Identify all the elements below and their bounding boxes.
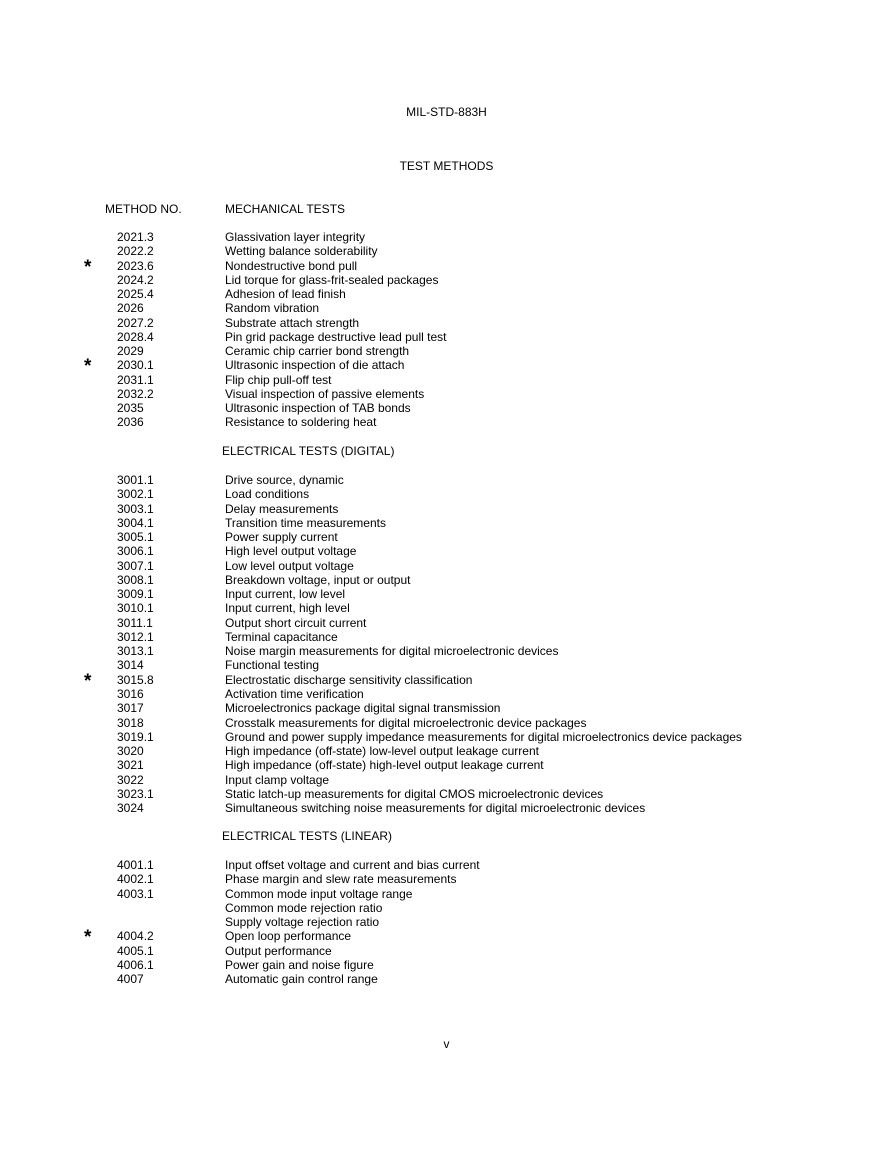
section-title-digital: ELECTRICAL TESTS (DIGITAL) (222, 444, 395, 458)
method-title: Substrate attach strength (225, 315, 360, 330)
test-method-row (0, 316, 893, 330)
method-title: Noise margin measurements for digital microelectronic devices (225, 644, 559, 659)
method-title: Glassivation layer integrity (225, 230, 366, 244)
method-number: 2021.3 (117, 230, 154, 244)
method-number: 4005.1 (117, 943, 154, 958)
method-title: Ground and power supply impedance measurements for digital microelectronics device packages (225, 729, 742, 744)
method-number: 2022.2 (117, 244, 154, 259)
method-title: High impedance (off-state) high-level output leakage current (225, 758, 544, 773)
method-title: Random vibration (225, 301, 320, 316)
method-title: Simultaneous switching noise measurements for digital microelectronic devices (225, 801, 646, 816)
test-method-row (0, 244, 893, 258)
test-method-row (0, 573, 893, 587)
method-title: Load conditions (225, 487, 310, 502)
method-number: 2026 (117, 301, 144, 316)
page-number: v (443, 1037, 450, 1051)
method-number: 3017 (117, 701, 144, 716)
method-title: Resistance to soldering heat (225, 415, 377, 430)
method-title: Adhesion of lead finish (225, 287, 346, 302)
test-method-row (0, 630, 893, 644)
linear-tests-list (0, 858, 893, 986)
test-method-row (0, 330, 893, 344)
test-method-row (0, 901, 893, 915)
method-number: 3001.1 (117, 473, 154, 487)
method-number: 3005.1 (117, 530, 154, 545)
method-title: High level output voltage (225, 544, 357, 559)
test-method-row (0, 744, 893, 758)
test-method-row (0, 301, 893, 315)
test-method-row (0, 716, 893, 730)
test-method-row (0, 616, 893, 630)
method-number: 2035 (117, 401, 144, 416)
test-method-row (0, 773, 893, 787)
method-title: Ultrasonic inspection of die attach (225, 358, 405, 373)
method-title: Electrostatic discharge sensitivity classification (225, 672, 473, 687)
method-title: Visual inspection of passive elements (225, 386, 425, 401)
method-number: 4002.1 (117, 872, 154, 887)
method-number: 4004.2 (117, 929, 154, 944)
test-method-row (0, 787, 893, 801)
method-number: 3024 (117, 801, 144, 816)
method-number: 3003.1 (117, 501, 154, 516)
method-title: Supply voltage rejection ratio (225, 915, 380, 930)
mechanical-tests-list (0, 230, 893, 430)
test-method-row (0, 758, 893, 772)
test-method-row (0, 344, 893, 358)
method-number-column-header: METHOD NO. (105, 202, 182, 216)
method-number: 3020 (117, 744, 144, 759)
document-number: MIL-STD-883H (406, 105, 487, 119)
method-title: Input current, high level (225, 601, 350, 616)
method-number: 4003.1 (117, 886, 154, 901)
method-number: 3013.1 (117, 644, 154, 659)
method-number: 3023.1 (117, 786, 154, 801)
test-method-row (0, 559, 893, 573)
method-number: 3008.1 (117, 572, 154, 587)
test-method-row (0, 502, 893, 516)
test-method-row (0, 730, 893, 744)
test-method-row (0, 944, 893, 958)
method-title: Input offset voltage and current and bias current (225, 858, 480, 872)
method-number: 3012.1 (117, 629, 154, 644)
test-method-row (0, 415, 893, 429)
method-title: Ultrasonic inspection of TAB bonds (225, 401, 411, 416)
method-number: 3021 (117, 758, 144, 773)
test-method-row (0, 530, 893, 544)
method-number: 2029 (117, 344, 144, 359)
method-title: Pin grid package destructive lead pull test (225, 329, 447, 344)
test-method-row (0, 273, 893, 287)
method-title: Power supply current (225, 530, 338, 545)
method-number: 3004.1 (117, 515, 154, 530)
method-number: 2028.4 (117, 329, 154, 344)
method-title: Static latch-up measurements for digital CMOS microelectronic devices (225, 786, 604, 801)
test-method-row (0, 516, 893, 530)
section-title-mechanical: MECHANICAL TESTS (225, 202, 346, 216)
method-number: 2031.1 (117, 372, 154, 387)
test-method-row (0, 287, 893, 301)
method-title: Crosstalk measurements for digital microelectronic device packages (225, 715, 587, 730)
test-method-row (0, 858, 893, 872)
method-title: Open loop performance (225, 929, 352, 944)
method-number: 3010.1 (117, 601, 154, 616)
method-title: Input clamp voltage (225, 772, 330, 787)
method-title: Wetting balance solderability (225, 244, 378, 259)
method-number: 4007 (117, 972, 144, 987)
method-number: 3019.1 (117, 729, 154, 744)
method-number: 3014 (117, 658, 144, 673)
test-method-row (0, 701, 893, 715)
method-title: High impedance (off-state) low-level output leakage current (225, 744, 539, 759)
page-heading: TEST METHODS (399, 159, 494, 173)
method-number: 4006.1 (117, 957, 154, 972)
method-title: Functional testing (225, 658, 320, 673)
method-title: Common mode input voltage range (225, 886, 413, 901)
test-method-row (0, 401, 893, 415)
method-number: 3015.8 (117, 672, 154, 687)
method-title: Lid torque for glass-frit-sealed packages (225, 272, 439, 287)
test-method-row (0, 544, 893, 558)
method-number: 3022 (117, 772, 144, 787)
method-title: Microelectronics package digital signal transmission (225, 701, 501, 716)
test-method-row (0, 887, 893, 901)
test-method-row (0, 801, 893, 815)
test-method-row (0, 487, 893, 501)
method-number: 3006.1 (117, 544, 154, 559)
test-method-row (0, 670, 893, 692)
method-title: Common mode rejection ratio (225, 900, 383, 915)
test-method-row (0, 387, 893, 401)
method-title: Low level output voltage (225, 558, 354, 573)
method-number: 2024.2 (117, 272, 154, 287)
test-method-row (0, 473, 893, 487)
method-number: 2036 (117, 415, 144, 430)
test-method-row (0, 972, 893, 986)
test-method-row (0, 256, 893, 278)
test-method-row (0, 587, 893, 601)
method-title: Transition time measurements (225, 515, 386, 530)
test-method-row (0, 687, 893, 701)
method-number: 3011.1 (117, 615, 153, 630)
revision-asterisk-mark: * (84, 927, 92, 949)
method-title: Nondestructive bond pull (225, 258, 358, 273)
method-title: Activation time verification (225, 686, 364, 701)
method-number: 3002.1 (117, 487, 154, 502)
method-number: 3016 (117, 686, 144, 701)
method-number: 3009.1 (117, 587, 154, 602)
revision-asterisk-mark: * (84, 670, 92, 692)
test-method-row (0, 373, 893, 387)
method-title: Flip chip pull-off test (225, 372, 332, 387)
method-title: Terminal capacitance (225, 629, 338, 644)
test-method-row (0, 915, 893, 929)
test-method-row (0, 230, 893, 244)
method-title: Drive source, dynamic (225, 473, 344, 487)
test-method-row (0, 356, 893, 378)
test-method-row (0, 658, 893, 672)
test-method-row (0, 601, 893, 615)
method-number: 3007.1 (117, 558, 154, 573)
digital-tests-list (0, 473, 893, 815)
method-number: 2027.2 (117, 315, 154, 330)
method-number: 2032.2 (117, 386, 154, 401)
method-title: Delay measurements (225, 501, 339, 516)
method-title: Power gain and noise figure (225, 957, 374, 972)
method-number: 2023.6 (117, 258, 154, 273)
method-number: 4001.1 (117, 858, 154, 872)
method-title: Output short circuit current (225, 615, 367, 630)
method-title: Automatic gain control range (225, 972, 378, 987)
section-title-linear: ELECTRICAL TESTS (LINEAR) (222, 829, 393, 843)
method-number: 3018 (117, 715, 144, 730)
test-method-row (0, 958, 893, 972)
method-number: 2030.1 (117, 358, 154, 373)
method-number: 2025.4 (117, 287, 154, 302)
test-method-row (0, 927, 893, 949)
revision-asterisk-mark: * (84, 356, 92, 378)
test-method-row (0, 644, 893, 658)
revision-asterisk-mark: * (84, 256, 92, 278)
method-title: Phase margin and slew rate measurements (225, 872, 457, 887)
method-title: Breakdown voltage, input or output (225, 572, 411, 587)
method-title: Ceramic chip carrier bond strength (225, 344, 410, 359)
test-method-row (0, 872, 893, 886)
method-title: Input current, low level (225, 587, 346, 602)
method-title: Output performance (225, 943, 332, 958)
